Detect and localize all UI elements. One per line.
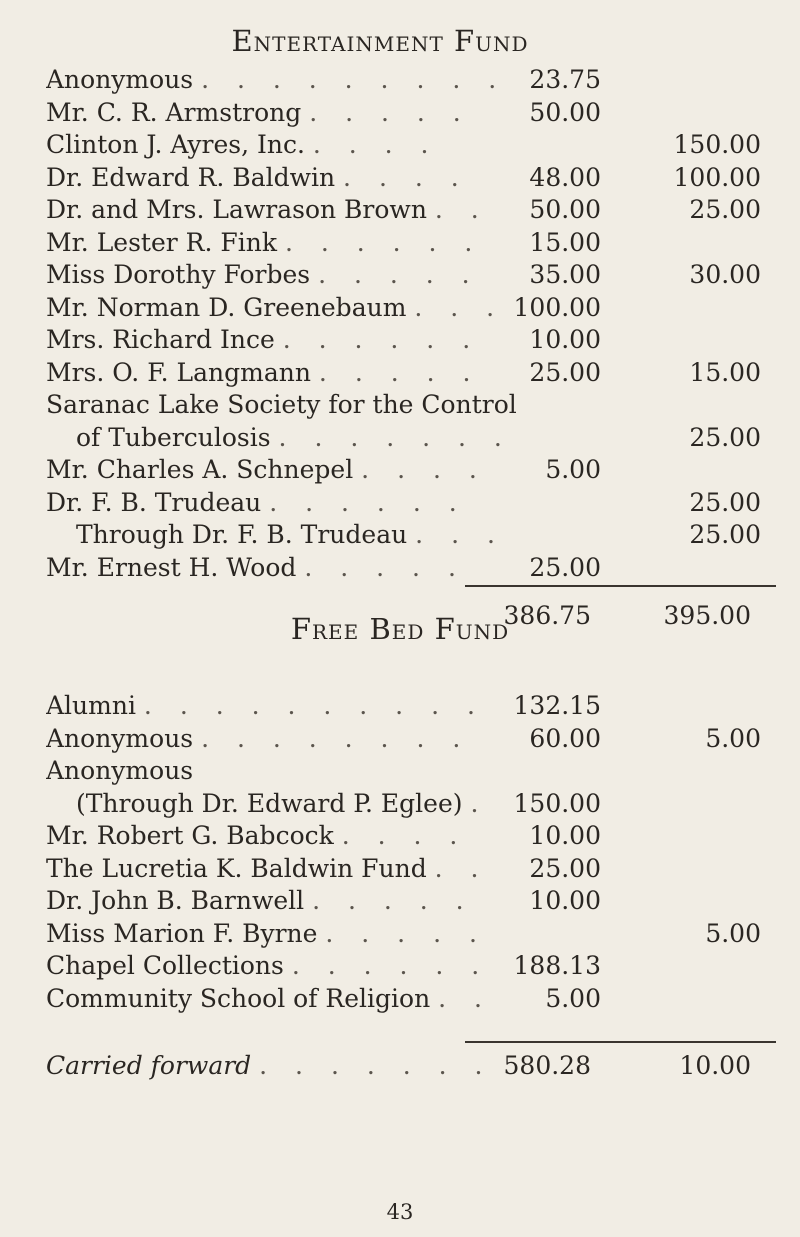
table-row — [46, 983, 786, 1016]
amount-col1: 10.00 — [529, 821, 601, 850]
leader-dots: . . . — [414, 292, 505, 322]
leader-dots: . . . . . . . . . . — [143, 691, 485, 720]
amount-col2: 25.00 — [689, 195, 761, 224]
donor-name — [76, 788, 488, 821]
donor-name — [46, 64, 506, 97]
amount-col1: 150.00 — [513, 788, 601, 818]
donor-name — [46, 97, 471, 130]
carried-forward-col1: 580.28 — [503, 1051, 591, 1080]
amount-col2: 25.00 — [689, 422, 761, 452]
donor-name — [46, 918, 487, 951]
donor-name — [46, 194, 489, 227]
table-row — [46, 454, 786, 487]
amount-col1: 50.00 — [529, 97, 601, 127]
leader-dots: . . . . . — [312, 886, 474, 915]
donor-name-text: Mr. Norman D. Greenebaum — [46, 292, 407, 322]
donor-name-text: Saranac Lake Society for the Control — [46, 390, 517, 419]
table-row — [46, 690, 786, 723]
leader-dots: . . . . . — [325, 918, 487, 948]
amount-col1: 50.00 — [529, 195, 601, 224]
donor-name — [46, 723, 470, 756]
donor-name-text: Mr. Charles A. Schnepel — [46, 455, 354, 484]
donor-name — [46, 983, 492, 1016]
table-row — [46, 950, 786, 983]
amount-col1: 35.00 — [529, 260, 601, 289]
donor-name-text: Clinton J. Ayres, Inc. — [46, 130, 305, 159]
table-row — [46, 389, 786, 422]
leader-dots: . . . . — [343, 162, 469, 192]
table-row — [46, 755, 786, 788]
table-row — [46, 853, 786, 886]
amount-col1: 23.75 — [529, 65, 601, 94]
carried-forward-dots: . . . . . . . — [259, 1051, 493, 1080]
donor-name — [46, 389, 517, 422]
leader-dots: . . . . . — [318, 260, 480, 289]
donor-name-text: Dr. John B. Barnwell — [46, 886, 305, 915]
donor-name-text: Mr. Lester R. Fink — [46, 227, 277, 257]
table-row — [46, 422, 786, 455]
total-col2: 395.00 — [663, 601, 751, 630]
amount-col2: 5.00 — [705, 723, 761, 753]
donor-name — [46, 820, 467, 853]
amount-col2: 15.00 — [689, 357, 761, 387]
donor-name-text: Miss Marion F. Byrne — [46, 918, 318, 948]
amount-col2: 5.00 — [705, 918, 761, 948]
donor-name — [46, 454, 487, 487]
amount-col1: 48.00 — [529, 162, 601, 192]
leader-dots: . . . . — [361, 455, 487, 484]
donor-name-text: Miss Dorothy Forbes — [46, 260, 311, 289]
table-row — [46, 357, 786, 390]
table-row — [46, 487, 786, 520]
donor-name-text: Mr. Robert G. Babcock — [46, 821, 334, 850]
donor-name-text: The Lucretia K. Baldwin Fund — [46, 853, 427, 883]
leader-dots: . . — [434, 195, 489, 224]
leader-dots: . . . . . . — [284, 227, 483, 257]
table-row — [46, 820, 786, 853]
donor-name — [46, 227, 482, 260]
amount-col1: 100.00 — [513, 292, 601, 322]
donor-name-text: Chapel Collections — [46, 951, 284, 980]
donor-name-text: Anonymous — [46, 756, 194, 785]
carried-forward-col2: 10.00 — [679, 1051, 751, 1080]
amount-col1: 5.00 — [545, 455, 601, 484]
section-heading-entertainment-fund: Entertainment Fund — [231, 24, 529, 58]
leader-dots: . . . . . . — [282, 325, 481, 354]
donor-name — [76, 422, 512, 455]
donor-name — [46, 552, 466, 585]
free-bed-fund-table — [46, 690, 786, 1015]
donor-name-text: (Through Dr. Edward P. Eglee) — [76, 788, 463, 818]
donor-name — [46, 950, 489, 983]
leader-dots: . . . . . . . — [278, 422, 512, 452]
amount-col2: 25.00 — [689, 520, 761, 549]
donor-name-text: Mr. C. R. Armstrong — [46, 97, 302, 127]
donor-name — [46, 259, 480, 292]
leader-dots: . . . . — [341, 821, 468, 850]
donor-name-text: Alumni — [46, 691, 136, 720]
amount-col1: 60.00 — [529, 723, 601, 753]
donor-name — [46, 487, 467, 520]
amount-col2: 150.00 — [673, 130, 761, 159]
donor-name — [46, 690, 485, 723]
donor-name-text: Community School of Religion — [46, 983, 431, 1013]
donor-name — [46, 292, 504, 325]
donor-name-text: Dr. F. B. Trudeau — [46, 487, 262, 517]
amount-col2: 30.00 — [689, 260, 761, 289]
leader-dots: . . . . . . . . . — [201, 65, 507, 94]
entertainment-fund-table — [46, 64, 786, 584]
table-row — [46, 194, 786, 227]
amount-col1: 25.00 — [529, 853, 601, 883]
donor-name-text: Through Dr. F. B. Trudeau — [76, 520, 408, 549]
donor-name — [46, 885, 474, 918]
donor-name — [46, 129, 439, 162]
donor-name — [76, 519, 505, 552]
total-rule — [465, 585, 776, 587]
amount-col1: 188.13 — [513, 951, 601, 980]
amount-col1: 25.00 — [529, 357, 601, 387]
donor-name — [46, 755, 193, 788]
leader-dots: . . . . . . . . — [201, 723, 471, 753]
table-row — [46, 723, 786, 756]
amount-col2: 25.00 — [689, 487, 761, 517]
leader-dots: . . . — [415, 520, 505, 549]
donor-name-text: Anonymous — [46, 65, 194, 94]
leader-dots: . — [470, 788, 489, 818]
amount-col1: 25.00 — [529, 552, 601, 582]
donor-name-text: Anonymous — [46, 723, 194, 753]
table-row — [46, 519, 786, 552]
donor-name — [46, 162, 469, 195]
leader-dots: . . . . — [312, 130, 439, 159]
donor-name-text: Mr. Ernest H. Wood — [46, 552, 297, 582]
total-col1: 386.75 — [503, 601, 591, 630]
leader-dots: . . — [438, 983, 492, 1013]
donor-name-text: Mrs. O. F. Langmann — [46, 357, 311, 387]
table-row — [46, 788, 786, 821]
donor-name-text: Dr. Edward R. Baldwin — [46, 162, 336, 192]
section-heading-free-bed-fund: Free Bed Fund — [290, 612, 510, 646]
total-rule — [465, 1041, 776, 1043]
table-row — [46, 324, 786, 357]
carried-forward-label — [46, 1051, 492, 1080]
table-row — [46, 64, 786, 97]
table-row — [46, 292, 786, 325]
table-row — [46, 162, 786, 195]
donor-name-text: Dr. and Mrs. Lawrason Brown — [46, 195, 427, 224]
amount-col1: 10.00 — [529, 325, 601, 354]
page-number: 43 — [386, 1200, 414, 1224]
leader-dots: . . — [434, 853, 489, 883]
amount-col1: 5.00 — [545, 983, 601, 1013]
table-row — [46, 129, 786, 162]
table-row — [46, 259, 786, 292]
leader-dots: . . . . . . — [269, 487, 467, 517]
donor-name-text: Mrs. Richard Ince — [46, 325, 275, 354]
amount-col1: 10.00 — [529, 886, 601, 915]
table-row — [46, 552, 786, 585]
donor-name — [46, 324, 480, 357]
table-row — [46, 885, 786, 918]
table-row — [46, 227, 786, 260]
leader-dots: . . . . . — [318, 357, 481, 387]
amount-col2: 100.00 — [673, 162, 761, 192]
table-row — [46, 918, 786, 951]
table-row — [46, 97, 786, 130]
amount-col1: 132.15 — [513, 691, 601, 720]
donor-name — [46, 853, 489, 886]
leader-dots: . . . . . — [304, 552, 466, 582]
donor-name — [46, 357, 480, 390]
leader-dots: . . . . . — [309, 97, 471, 127]
leader-dots: . . . . . . — [291, 951, 490, 980]
amount-col1: 15.00 — [529, 227, 601, 257]
donor-name-text: of Tuberculosis — [76, 422, 271, 452]
carried-forward-text: Carried forward — [46, 1051, 252, 1080]
